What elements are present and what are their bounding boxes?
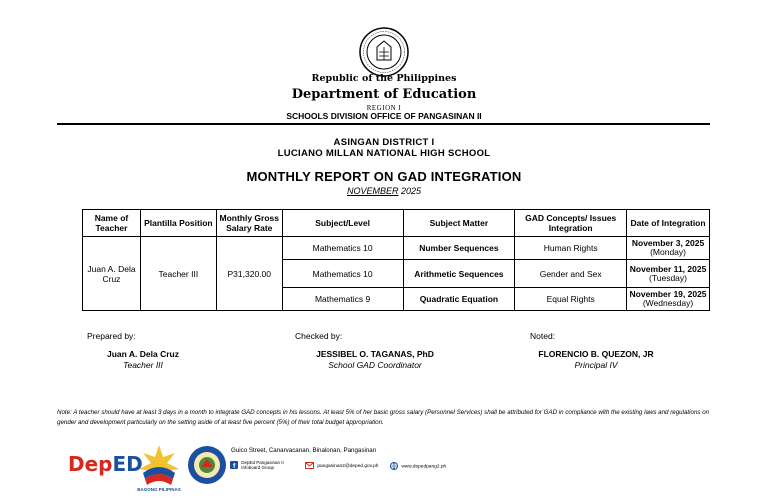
footer-website [390, 462, 446, 470]
gad-integration-table [82, 209, 710, 311]
noted-name: FLORENCIO B. QUEZON, JR [538, 349, 654, 359]
department-heading: Department of Education [291, 87, 477, 102]
date-cell [627, 237, 710, 260]
email-text: pangasinan2@deped.gov.ph [317, 463, 379, 469]
gad-concept-cell: Gender and Sex [515, 260, 627, 288]
checked-by-name: JESSIBEL O. TAGANAS, PhD [316, 349, 434, 359]
subject-matter-cell [403, 237, 515, 260]
deped-seal-icon [359, 27, 409, 77]
report-year: 2025 [401, 186, 422, 196]
date-text: November 11, 2025 [629, 263, 707, 274]
district-heading: ASINGAN DISTRICT I [333, 137, 435, 148]
noted-position: Principal IV [574, 360, 618, 370]
prepared-by-position: Teacher III [123, 360, 163, 370]
column-header: Subject Matter [403, 210, 515, 237]
prepared-by-label: Prepared by: [87, 331, 136, 341]
subject-matter-cell [403, 288, 515, 311]
facebook-icon [230, 461, 238, 469]
gad-concept-cell: Equal Rights [515, 288, 627, 311]
subject-cell: Mathematics 10 [282, 237, 403, 260]
division-seal-icon [187, 445, 227, 485]
date-cell [627, 260, 710, 288]
subject-matter-text: Arithmetic Sequences [414, 268, 504, 279]
footer-facebook [230, 460, 299, 470]
region-heading: REGION I [366, 104, 402, 112]
report-note: Note: A teacher should have at least 3 days in a month to integrate GAD concepts in his lessons. At least 5% of her basic gross salary (Personnel Services) shall be attributed for GAD in compliance with the existing laws and regulations on gender and development particularly on the setting aside of at least five percent (5%) of their total budget appropriation. [57, 409, 710, 426]
website-text: www.depedpang2.ph [401, 464, 447, 470]
footer-email [305, 462, 378, 469]
table-header-row [83, 210, 710, 237]
prepared-by-name: Juan A. Dela Cruz [107, 349, 179, 359]
globe-icon [390, 462, 398, 470]
date-text: November 19, 2025 [629, 289, 707, 299]
header-divider [57, 123, 710, 125]
teacher-name-cell: Juan A. Dela Cruz [83, 237, 141, 311]
bagong-pilipinas-logo-icon [133, 443, 185, 487]
salary-cell: P31,320.00 [216, 237, 282, 311]
noted-label: Noted: [530, 331, 556, 341]
footer-address: Guico Street, Canarvacanan, Binalonan, Pangasinan [231, 447, 377, 454]
facebook-text: DepEd Pangasinan II Infoboard Group [241, 460, 284, 470]
day-text: (Tuesday) [649, 272, 687, 283]
school-heading: LUCIANO MILLAN NATIONAL HIGH SCHOOL [277, 148, 491, 159]
date-cell [627, 288, 710, 311]
gad-concept-cell: Human Rights [515, 237, 627, 260]
deped-logo-dep: Dep [68, 452, 113, 476]
report-title: MONTHLY REPORT ON GAD INTEGRATION [246, 169, 522, 184]
day-text: (Monday) [650, 247, 686, 257]
table-row [83, 237, 710, 260]
subject-cell: Mathematics 9 [282, 288, 403, 311]
report-month-name: NOVEMBER [346, 186, 399, 196]
subject-matter-text: Number Sequences [419, 243, 499, 253]
bagong-pilipinas-label: BAGONG PILIPINAS [137, 487, 181, 492]
day-text: (Wednesday) [642, 298, 694, 308]
subject-matter-text: Quadratic Equation [419, 294, 499, 304]
column-header: Name of Teacher [83, 210, 141, 237]
position-cell: Teacher III [140, 237, 216, 311]
email-icon [305, 462, 314, 469]
column-header: Date of Integration [627, 210, 710, 237]
date-text: November 3, 2025 [631, 238, 705, 248]
column-header: Monthly Gross Salary Rate [216, 210, 282, 237]
division-heading: SCHOOLS DIVISION OFFICE OF PANGASINAN II [286, 111, 482, 121]
checked-by-label: Checked by: [295, 331, 343, 341]
subject-cell: Mathematics 10 [282, 260, 403, 288]
column-header: Plantilla Position [140, 210, 216, 237]
deped-logo [68, 452, 143, 476]
column-header: GAD Concepts/ Issues Integration [515, 210, 627, 237]
checked-by-position: School GAD Coordinator [328, 360, 422, 370]
republic-heading: Republic of the Philippines [311, 73, 457, 84]
deped-logo-ed: ED [112, 452, 143, 476]
report-month [0, 186, 768, 196]
subject-matter-cell [403, 260, 515, 288]
column-header: Subject/Level [282, 210, 403, 237]
